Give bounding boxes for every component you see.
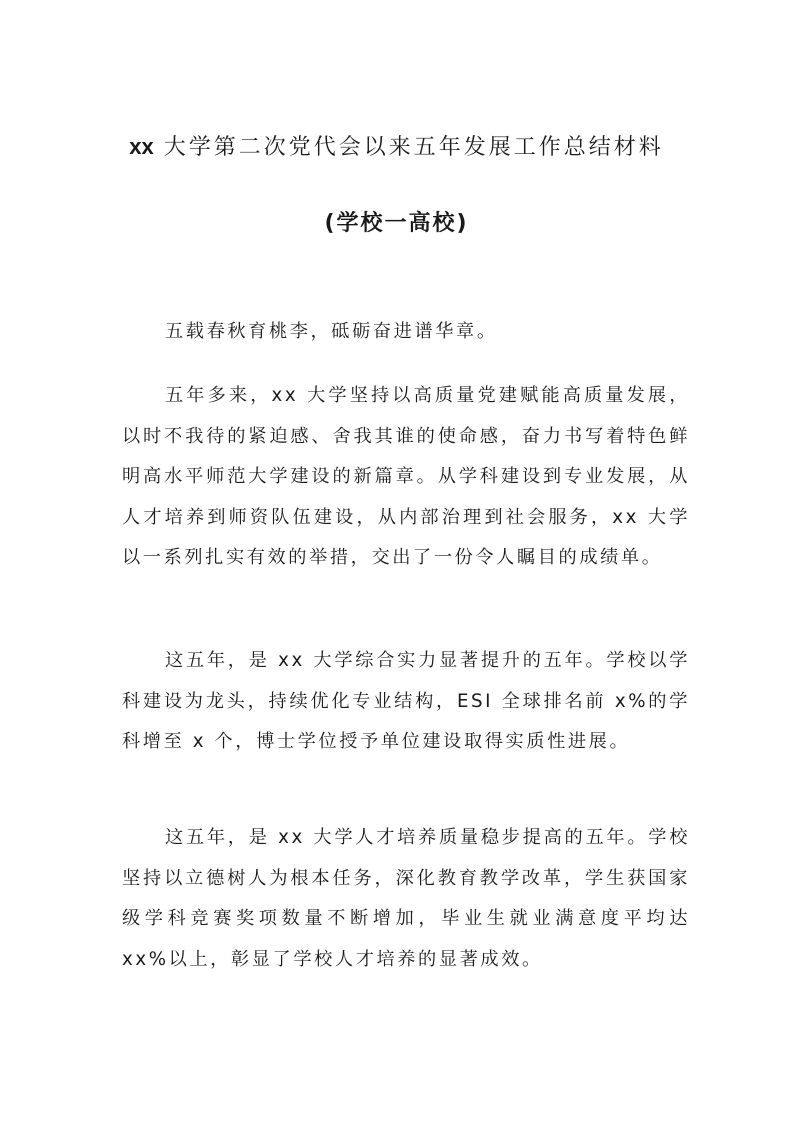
document-subtitle: (学校一高校) (324, 211, 469, 236)
paragraph-comprehensive-strength: 这五年，是 xx 大学综合实力显著提升的五年。学校以学科建设为龙头，持续优化专业结构，ESI 全球排名前 x%的学科增至 x 个，博士学位授予单位建设取得实质性进展。 (122, 650, 690, 752)
paragraph-intro: 五载春秋育桃李，砥砺奋进谱华章。 (165, 321, 498, 342)
paragraph-overview: 五年多来，xx 大学坚持以高质量党建赋能高质量发展，以时不我待的紧迫感、舍我其谁的使命感，奋力书写着特色鲜明高水平师范大学建设的新篇章。从学科建设到专业发展，从人才培养到师资队伍建设，从内部治理到社会服务，xx 大学以一系列扎实有效的举措，交出了一份令人瞩目的成绩单。 (122, 385, 690, 568)
title-text: 大学第二次党代会以来五年发展工作总结材料 (153, 135, 664, 160)
title-latin-prefix: xx (129, 134, 154, 159)
paragraph-talent-cultivation: 这五年，是 xx 大学人才培养质量稳步提高的五年。学校坚持以立德树人为根本任务，深化教育教学改革，学生获国家级学科竞赛奖项数量不断增加，毕业生就业满意度平均达 xx%以上，彰显了学校人才培养的显著成效。 (122, 827, 690, 970)
document-title (0, 130, 793, 161)
